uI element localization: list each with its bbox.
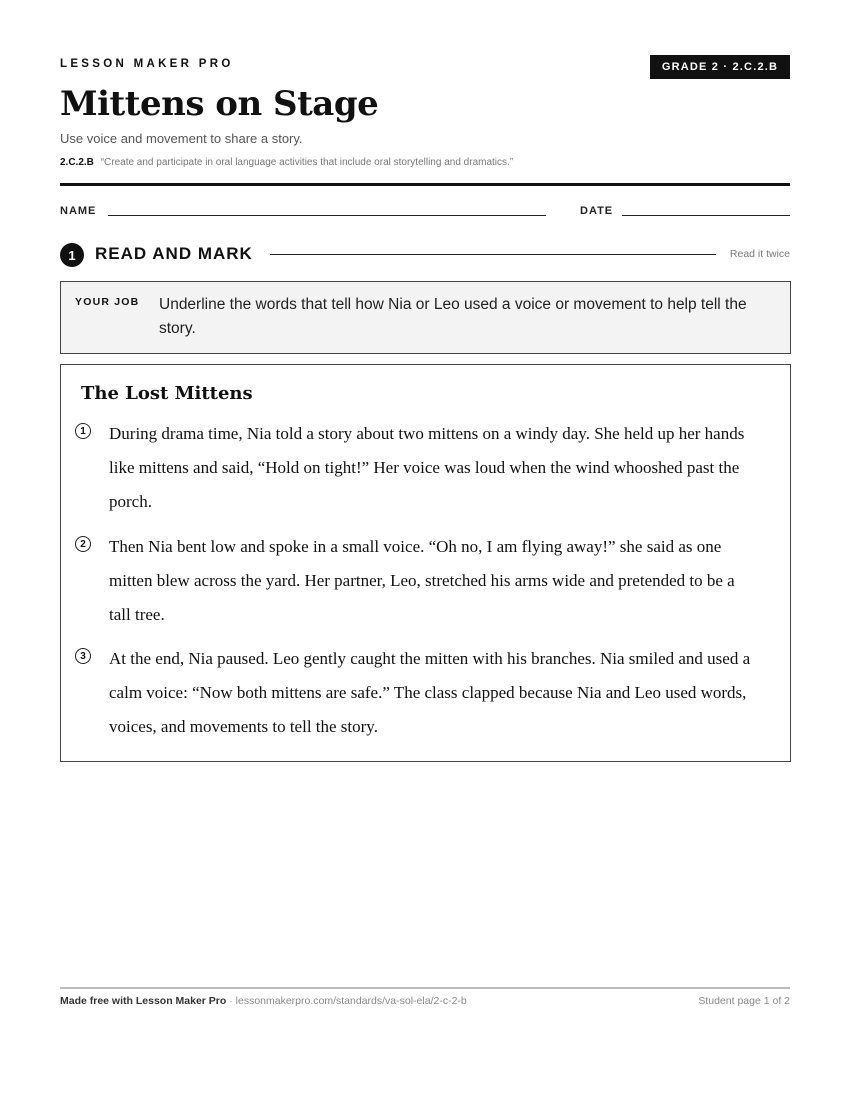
footer-made-with: Made free with Lesson Maker Pro [60,995,227,1007]
footer-credit [60,995,467,1007]
footer-url[interactable]: · lessonmakerpro.com/standards/va-sol-ela/2-c-2-b [229,995,467,1007]
standard-text: “Create and participate in oral language activities that include oral storytelling and dramatics.” [100,157,514,168]
grade-badge: GRADE 2 · 2.C.2.B [650,55,790,79]
brand-name: LESSON MAKER PRO [60,58,234,70]
paragraph-number-badge: 3 [75,648,91,664]
paragraph-number-badge: 2 [75,536,91,552]
story-box [60,364,791,762]
footer-page-number: Student page 1 of 2 [698,995,790,1007]
story-title: The Lost Mittens [81,383,253,404]
footer-divider [60,987,790,989]
page-subtitle: Use voice and movement to share a story. [60,131,303,146]
section-note: Read it twice [729,248,790,260]
job-label: YOUR JOB [75,296,140,308]
date-label: DATE [580,205,614,217]
standard-code: 2.C.2.B [60,157,94,168]
job-box [60,281,791,354]
section-divider [270,254,716,255]
header-divider [60,183,790,186]
section-number-badge: 1 [60,243,84,267]
name-label: NAME [60,205,97,217]
paragraph-text[interactable]: Then Nia bent low and spoke in a small voice. “Oh no, I am flying away!” she said as one mitten blew across the yard. Her partner, Leo, stretched his arms wide and pretended to be a tall tree. [109,537,735,624]
page-title: Mittens on Stage [60,84,379,124]
name-field[interactable] [108,215,546,216]
job-text: Underline the words that tell how Nia or Leo used a voice or movement to help tell the story. [159,296,747,337]
standard-line [60,157,513,168]
paragraph-text[interactable]: At the end, Nia paused. Leo gently caught the mitten with his branches. Nia smiled and used a calm voice: “Now both mittens are safe.” The class clapped because Nia and Leo used words, voices, and movements to tell the story. [109,649,751,736]
section-title: READ AND MARK [95,244,253,263]
paragraph-text[interactable]: During drama time, Nia told a story about two mittens on a windy day. She held up her hands like mittens and said, “Hold on tight!” Her voice was loud when the wind whooshed past the porch. [109,424,745,511]
date-field[interactable] [622,215,790,216]
paragraph-number-badge: 1 [75,423,91,439]
